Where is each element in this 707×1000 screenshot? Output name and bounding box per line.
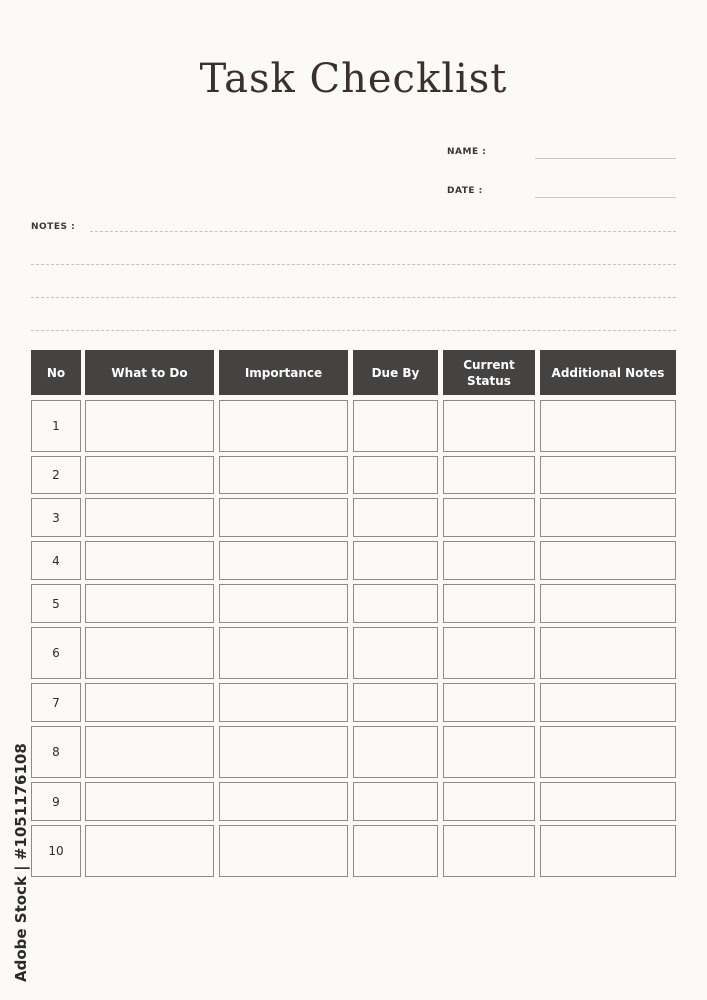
cell-current-status[interactable] xyxy=(443,825,535,877)
cell-importance[interactable] xyxy=(219,541,348,580)
cell-due-by[interactable] xyxy=(353,726,438,778)
cell-current-status[interactable] xyxy=(443,400,535,452)
cell-additional-notes[interactable] xyxy=(540,782,676,821)
cell-importance[interactable] xyxy=(219,683,348,722)
cell-what-to-do[interactable] xyxy=(85,541,214,580)
row-number: 4 xyxy=(31,541,81,580)
cell-what-to-do[interactable] xyxy=(85,627,214,679)
cell-what-to-do[interactable] xyxy=(85,584,214,623)
header-what-to-do: What to Do xyxy=(85,350,214,395)
cell-what-to-do[interactable] xyxy=(85,400,214,452)
cell-importance[interactable] xyxy=(219,498,348,537)
cell-what-to-do[interactable] xyxy=(85,726,214,778)
row-number: 10 xyxy=(31,825,81,877)
cell-importance[interactable] xyxy=(219,584,348,623)
name-field[interactable] xyxy=(535,158,676,159)
notes-line-3[interactable] xyxy=(31,297,676,298)
page-title: Task Checklist xyxy=(199,56,508,102)
cell-due-by[interactable] xyxy=(353,498,438,537)
cell-due-by[interactable] xyxy=(353,541,438,580)
cell-additional-notes[interactable] xyxy=(540,400,676,452)
cell-additional-notes[interactable] xyxy=(540,456,676,494)
cell-current-status[interactable] xyxy=(443,782,535,821)
cell-due-by[interactable] xyxy=(353,683,438,722)
date-label: DATE : xyxy=(447,186,483,196)
cell-additional-notes[interactable] xyxy=(540,825,676,877)
row-number: 9 xyxy=(31,782,81,821)
cell-current-status[interactable] xyxy=(443,584,535,623)
row-number: 8 xyxy=(31,726,81,778)
cell-importance[interactable] xyxy=(219,456,348,494)
cell-additional-notes[interactable] xyxy=(540,726,676,778)
cell-what-to-do[interactable] xyxy=(85,782,214,821)
header-additional-notes: Additional Notes xyxy=(540,350,676,395)
cell-additional-notes[interactable] xyxy=(540,683,676,722)
cell-what-to-do[interactable] xyxy=(85,456,214,494)
cell-due-by[interactable] xyxy=(353,584,438,623)
cell-due-by[interactable] xyxy=(353,400,438,452)
cell-what-to-do[interactable] xyxy=(85,683,214,722)
row-number: 5 xyxy=(31,584,81,623)
cell-importance[interactable] xyxy=(219,782,348,821)
cell-due-by[interactable] xyxy=(353,627,438,679)
cell-importance[interactable] xyxy=(219,627,348,679)
row-number: 1 xyxy=(31,400,81,452)
date-field[interactable] xyxy=(535,197,676,198)
row-number: 7 xyxy=(31,683,81,722)
cell-current-status[interactable] xyxy=(443,498,535,537)
row-number: 6 xyxy=(31,627,81,679)
notes-line-2[interactable] xyxy=(31,264,676,265)
cell-additional-notes[interactable] xyxy=(540,584,676,623)
cell-current-status[interactable] xyxy=(443,541,535,580)
notes-label: NOTES : xyxy=(31,222,76,232)
header-importance: Importance xyxy=(219,350,348,395)
stock-id-watermark: Adobe Stock | #1051176108 xyxy=(12,743,30,982)
cell-additional-notes[interactable] xyxy=(540,627,676,679)
cell-importance[interactable] xyxy=(219,400,348,452)
cell-due-by[interactable] xyxy=(353,825,438,877)
header-no: No xyxy=(31,350,81,395)
cell-current-status[interactable] xyxy=(443,683,535,722)
header-current-status: Current Status xyxy=(443,350,535,395)
cell-current-status[interactable] xyxy=(443,726,535,778)
cell-what-to-do[interactable] xyxy=(85,498,214,537)
cell-due-by[interactable] xyxy=(353,456,438,494)
cell-due-by[interactable] xyxy=(353,782,438,821)
cell-current-status[interactable] xyxy=(443,627,535,679)
cell-additional-notes[interactable] xyxy=(540,498,676,537)
cell-current-status[interactable] xyxy=(443,456,535,494)
notes-line-4[interactable] xyxy=(31,330,676,331)
row-number: 3 xyxy=(31,498,81,537)
name-label: NAME : xyxy=(447,147,487,157)
cell-what-to-do[interactable] xyxy=(85,825,214,877)
cell-importance[interactable] xyxy=(219,726,348,778)
cell-importance[interactable] xyxy=(219,825,348,877)
header-due-by: Due By xyxy=(353,350,438,395)
cell-additional-notes[interactable] xyxy=(540,541,676,580)
notes-line-1[interactable] xyxy=(90,231,676,232)
row-number: 2 xyxy=(31,456,81,494)
